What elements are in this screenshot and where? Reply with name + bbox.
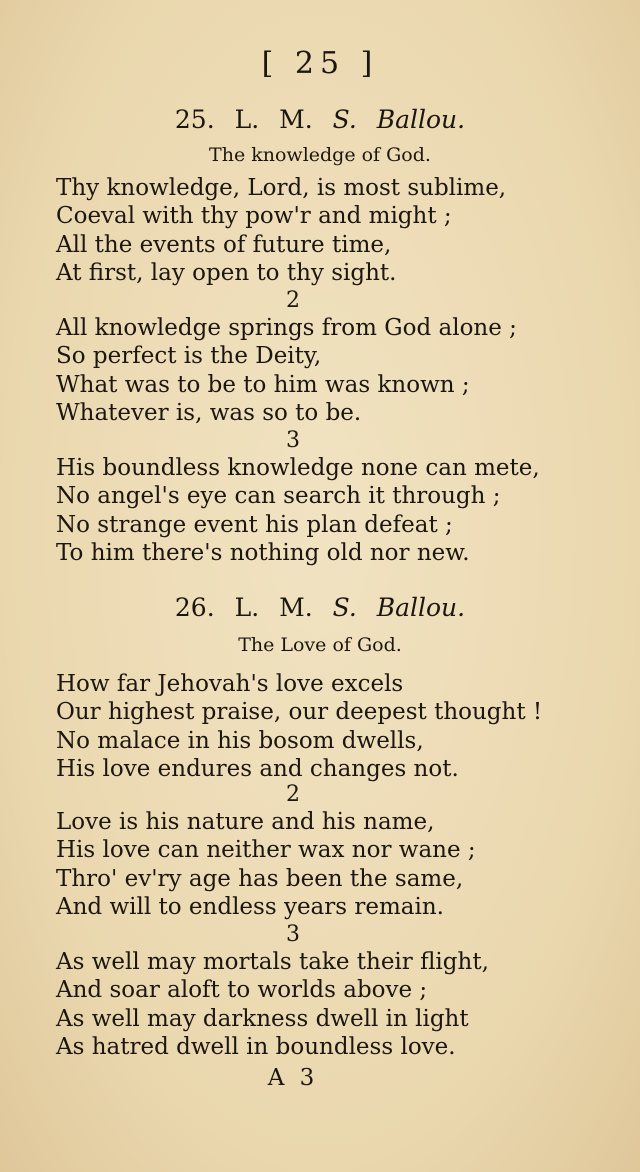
hymn-26-verse-1 <box>56 670 616 783</box>
hymn-meter: L. M. <box>234 105 313 134</box>
hymn-25-verse-3 <box>56 454 616 567</box>
hymn-26-verse-3 <box>56 948 616 1061</box>
verse-line: What was to be to him was known ; <box>56 371 470 398</box>
verse-line: No malace in his bosom dwells, <box>56 727 424 754</box>
verse-line: Love is his nature and his name, <box>56 809 435 835</box>
verse-number: 3 <box>286 428 300 453</box>
hymn-25-verse-2 <box>56 314 616 427</box>
hymn-meter: L. M. <box>234 593 313 622</box>
verse-line: And soar aloft to worlds above ; <box>56 977 428 1004</box>
verse-number: 2 <box>286 782 300 807</box>
verse-line: His love can neither wax nor wane ; <box>56 837 476 864</box>
hymn-author: S. Ballou. <box>332 105 466 134</box>
verse-number: 3 <box>286 922 300 947</box>
verse-line: Coeval with thy pow'r and might ; <box>56 203 452 230</box>
verse-line: How far Jehovah's love excels <box>56 671 404 697</box>
verse-line: So perfect is the Deity, <box>56 343 322 370</box>
hymn-25-heading <box>0 105 640 134</box>
hymn-26-verse-2 <box>56 808 616 921</box>
signature-mark: A 3 <box>267 1065 319 1091</box>
verse-line: And will to endless years remain. <box>56 893 444 920</box>
verse-line: As hatred dwell in boundless love. <box>56 1033 456 1060</box>
hymn-25-verse-1 <box>56 174 616 287</box>
verse-line: Thy knowledge, Lord, is most sublime, <box>56 175 507 201</box>
verse-line: To him there's nothing old nor new. <box>56 539 470 566</box>
verse-number: 2 <box>286 288 300 313</box>
verse-line: No strange event his plan defeat ; <box>56 511 453 538</box>
hymn-author: S. Ballou. <box>332 593 466 622</box>
verse-line: All knowledge springs from God alone ; <box>56 315 517 341</box>
verse-line: At first, lay open to thy sight. <box>56 259 397 286</box>
verse-line: As well may mortals take their flight, <box>56 949 489 975</box>
hymn-26-heading <box>0 593 640 622</box>
verse-line: No angel's eye can search it through ; <box>56 483 501 510</box>
verse-line: As well may darkness dwell in light <box>56 1005 469 1032</box>
hymn-number: 26. <box>174 593 215 622</box>
verse-line: His boundless knowledge none can mete, <box>56 455 540 481</box>
hymn-26-title: The Love of God. <box>238 634 402 656</box>
hymn-25-title: The knowledge of God. <box>209 144 431 166</box>
verse-line: Thro' ev'ry age has been the same, <box>56 865 464 892</box>
verse-line: Our highest praise, our deepest thought ! <box>56 699 543 726</box>
verse-line: His love endures and changes not. <box>56 755 459 782</box>
verse-line: Whatever is, was so to be. <box>56 399 362 426</box>
hymn-number: 25. <box>174 105 215 134</box>
verse-line: All the events of future time, <box>56 231 392 258</box>
page-number-header: [ 25 ] <box>261 46 379 81</box>
